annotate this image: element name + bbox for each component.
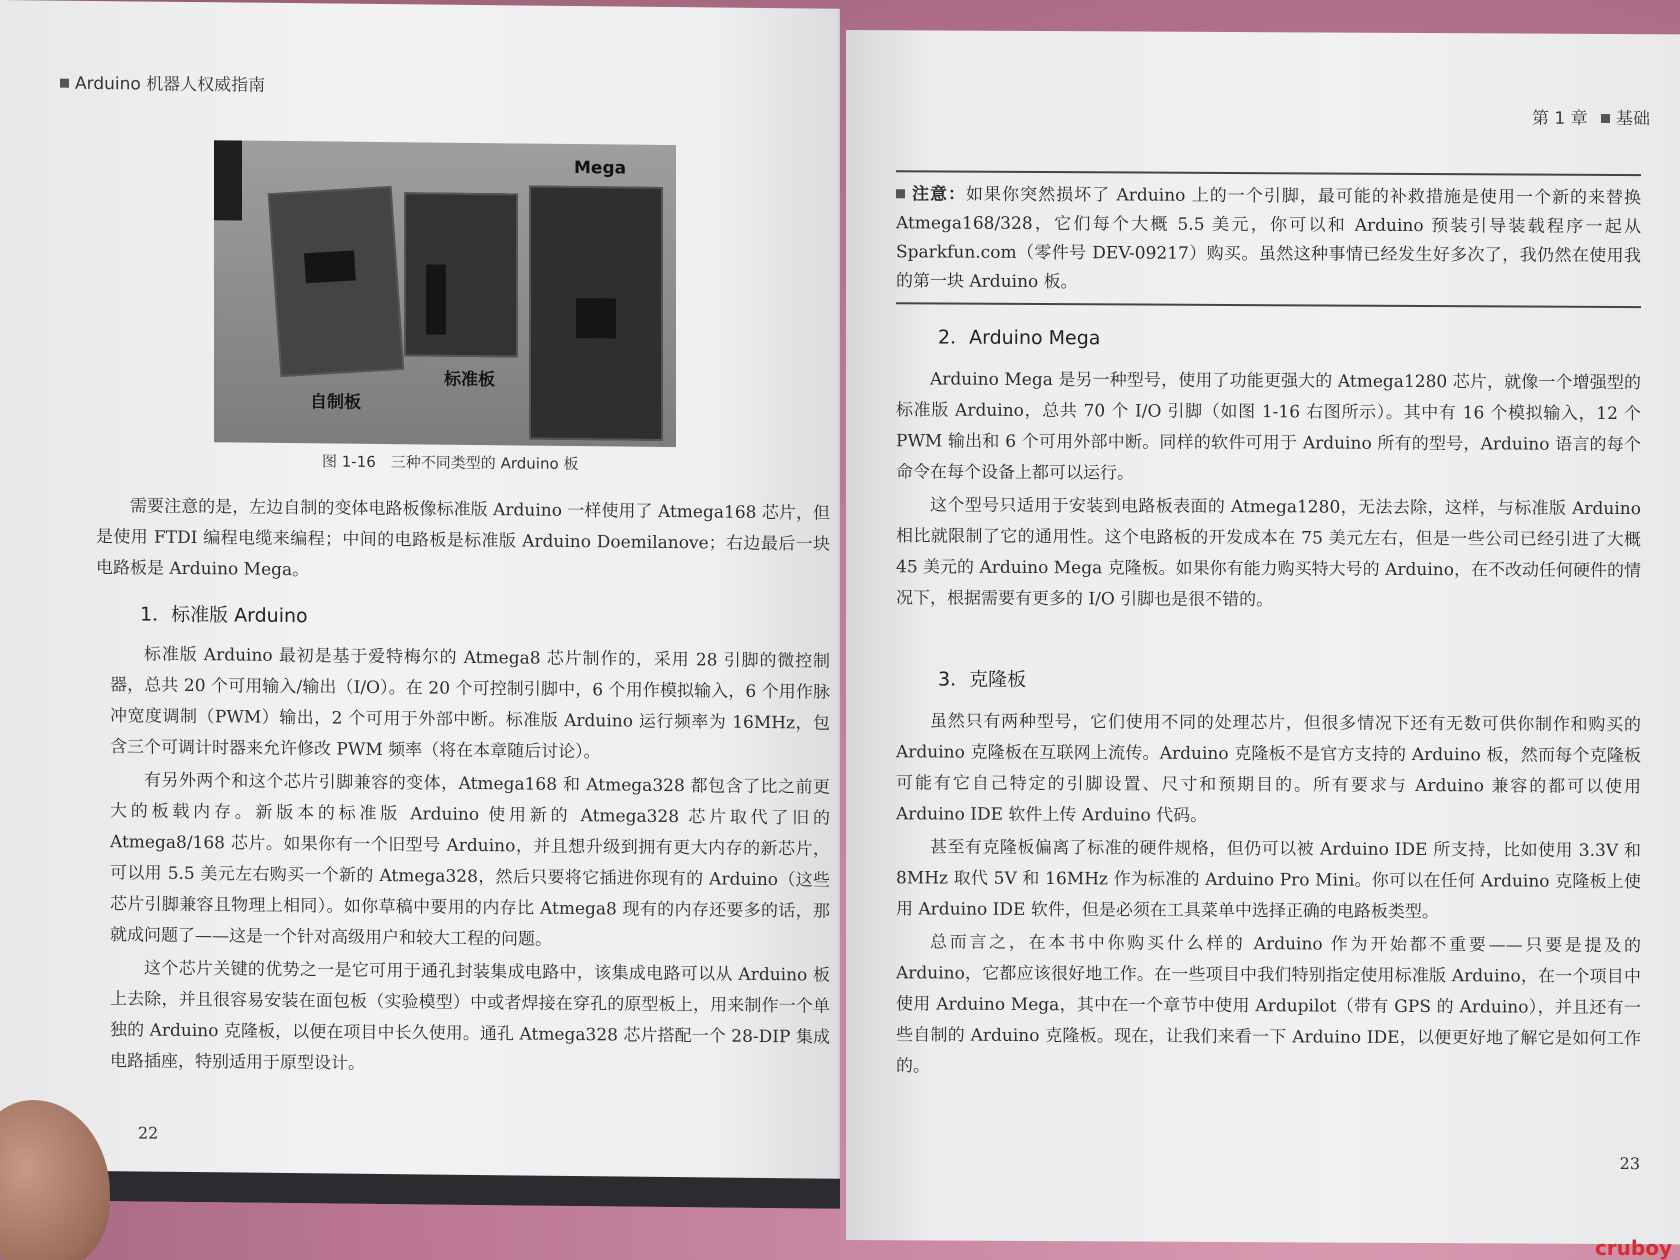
section2-paragraph: Arduino Mega 是另一种型号，使用了功能更强大的 Atmega1280 芯片，就像一个增强型的标准版 Arduino，总共 70 个 I/O 引脚（如图 1-16 右图所示）。其中有 16 个模拟输入，12 个 PWM 输出和 6 个可用外部中断。同样的软件可用于 Arduino 所有的型号，Arduino 语言的每个命令在每个设备上都可以运行。 <box>896 369 1641 484</box>
figure-caption: 图 1-16 三种不同类型的 Arduino 板 <box>322 452 579 474</box>
section3-paragraph: 总而言之，在本书中你购买什么样的 Arduino 作为开始都不重要——只要是提及的 Arduino，它都应该很好地工作。在一些项目中我们特别指定使用标准版 Arduino，在一个项目中使用 Arduino Mega，其中在一个章节中使用 Ardupilot（带有 GPS 的 Arduino），并且还有一些自制的 Arduino 克隆板。现在，让我们来看一下 Arduino IDE，以便更好地了解它是如何工作的。 <box>896 932 1641 1077</box>
section-title-standard: 1．标准版 Arduino <box>140 603 308 628</box>
figure-label-standard: 标准板 <box>444 369 495 391</box>
section2-paragraph: 这个型号只适用于安装到电路板表面的 Atmega1280，无法去除，这样，与标准版 Arduino 相比就限制了它的通用性。这个电路板的开发成本在 75 美元左右，但是一些公司已经引进了大概 45 美元的 Arduino Mega 克隆板。如果你有能力购买特大号的 Arduino，在不改动任何硬件的情况下，根据需要有更多的 I/O 引脚也是很不错的。 <box>896 495 1641 611</box>
section1-paragraph: 这个芯片关键的优势之一是它可用于通孔封装集成电路中，该集成电路可以从 Arduino 板上去除，并且很容易安装在面包板（实验模型）中或者焊接在穿孔的原型板上，用来制作一个单独的 Arduino 克隆板，以便在项目中长久使用。通孔 Atmega328 芯片搭配一个 28-DIP 集成电路插座，特别适用于原型设计。 <box>110 958 830 1074</box>
note-square-icon <box>896 189 905 198</box>
header-title: 基础 <box>1616 109 1650 130</box>
standard-board-image <box>404 192 518 357</box>
header-square-icon <box>1601 114 1610 123</box>
header-chapter: 第 1 章 <box>1531 108 1588 129</box>
right-page <box>846 30 1680 1244</box>
mega-board-image <box>529 186 663 441</box>
note-label: 注意： <box>911 184 967 205</box>
note-text: 如果你突然损坏了 Arduino 上的一个引脚，最可能的补救措施是使用一个新的来替换 Atmega168/328，它们每个大概 5.5 美元，你可以和 Arduino 预装引导装载程序一起从 Sparkfun.com（零件号 DEV-09217）购买。虽然这种事情已经发生好多次了，我仍然在使用我的第一块 Arduino 板。 <box>896 184 1642 293</box>
book-cover-edge <box>0 1170 840 1209</box>
note-box <box>896 170 1641 308</box>
left-page-number: 22 <box>138 1123 159 1143</box>
section3-body <box>896 706 1641 1088</box>
figure-label-custom: 自制板 <box>310 392 361 413</box>
chip-image <box>426 264 446 334</box>
section-title-clone: 3．克隆板 <box>938 668 1027 691</box>
section2-body <box>896 364 1641 620</box>
right-running-header <box>1532 104 1650 130</box>
section1-paragraph: 标准版 Arduino 最初是基于爱特梅尔的 Atmega8 芯片制作的，采用 28 引脚的微控制器，总共 20 个可用输入/输出（I/O）。在 20 个可控制引脚中，6 个用作模拟输入，6 个用作脉冲宽度调制（PWM）输出，2 个可用于外部中断。标准版 Arduino 运行频率为 16MHz，包含三个可调计时器来允许修改 PWM 频率（将在本章随后讨论）。 <box>110 644 830 763</box>
section-title-mega: 2．Arduino Mega <box>938 326 1101 350</box>
watermark: cruboy <box>1594 1236 1672 1260</box>
chip-image <box>304 250 356 283</box>
header-square-icon <box>60 79 69 88</box>
usb-cable-image <box>214 140 242 220</box>
figure-photo <box>214 140 676 447</box>
right-page-number: 23 <box>1619 1154 1640 1174</box>
left-running-header <box>60 69 265 96</box>
intro-paragraph-block <box>96 491 830 592</box>
intro-paragraph: 需要注意的是，左边自制的变体电路板像标准版 Arduino 一样使用了 Atmega168 芯片，但是使用 FTDI 编程电缆来编程；中间的电路板是标准版 Arduino Doemilanove；右边最后一块电路板是 Arduino Mega。 <box>96 496 830 581</box>
custom-board-image <box>268 186 405 377</box>
section3-paragraph: 甚至有克隆板偏离了标准的硬件规格，但仍可以被 Arduino IDE 所支持，比如使用 3.3V 和 8MHz 取代 5V 和 16MHz 作为标准的 Arduino Pro Mini。你可以在任何 Arduino 克隆板上使用 Arduino IDE 软件，但是必须在工具菜单中选择正确的电路板类型。 <box>896 837 1641 923</box>
left-header-text: Arduino 机器人权威指南 <box>75 73 266 96</box>
section3-paragraph: 虽然只有两种型号，它们使用不同的处理芯片，但很多情况下还有无数可供你制作和购买的 Arduino 克隆板在互联网上流传。Arduino 克隆板不是官方支持的 Arduino 板，然而每个克隆板可能有它自己特定的引脚设置、尺寸和预期目的。所有要求与 Arduino 兼容的都可以使用 Arduino IDE 软件上传 Arduino 代码。 <box>896 711 1641 826</box>
section1-body <box>110 639 830 1087</box>
chip-image <box>576 298 616 338</box>
left-page <box>0 0 840 1209</box>
figure-label-mega: Mega <box>574 158 627 179</box>
section1-paragraph: 有另外两个和这个芯片引脚兼容的变体，Atmega168 和 Atmega328 都包含了比之前更大的板载内存。新版本的标准版 Arduino 使用新的 Atmega328 芯片取代了旧的 Atmega8/168 芯片。如果你有一个旧型号 Arduino，并且想升级到拥有更大内存的新芯片，可以用 5.5 美元左右购买一个新的 Atmega328，然后只要将它插进你现有的 Arduino（这些芯片引脚兼容且物理上相同）。如你草稿中要用的内存比 Atmega8 现有的内存还要多的话，那就成问题了——这是一个针对高级用户和较大工程的问题。 <box>110 770 830 950</box>
